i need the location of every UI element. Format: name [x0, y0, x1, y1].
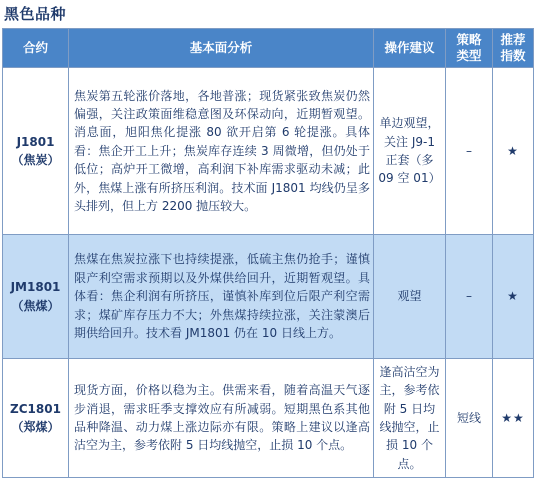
header-strategy-type [446, 29, 493, 68]
rating-stars: ★ [493, 235, 534, 359]
contract-code: JM1801 [10, 280, 61, 295]
strategy-cell: – [446, 235, 493, 359]
rating-stars: ★★ [493, 359, 534, 478]
header-rating-line1: 推荐 [500, 32, 526, 47]
table-row [3, 235, 534, 359]
table-row [3, 359, 534, 478]
header-contract: 合约 [3, 29, 69, 68]
advice-cell: 逢高沽空为主，参考依附 5 日均线抛空，止损 10 个点。 [374, 359, 446, 478]
contract-code: ZC1801 [10, 401, 61, 416]
contract-name: （焦煤） [11, 298, 60, 313]
contract-name: （焦炭） [11, 153, 60, 167]
header-rating-line2: 指数 [500, 48, 526, 63]
strategy-cell: – [446, 68, 493, 235]
strategy-table [2, 28, 534, 478]
advice-cell: 观望 [374, 235, 446, 359]
header-analysis: 基本面分析 [69, 29, 374, 68]
table-header-row [3, 29, 534, 68]
contract-cell [3, 68, 69, 235]
contract-cell [3, 359, 69, 478]
header-strategy-line1: 策略 [456, 32, 482, 47]
analysis-cell: 焦炭第五轮涨价落地，各地普涨；现货紧张致焦炭仍然偏强，关注政策面维稳意图及环保动向，近期暂观望。消息面，旭阳焦化提涨 80 欲开启第 6 轮提涨。具体看：焦企开工上升；焦炭库存连续 3 周微增，但仍处于低位；高炉开工微增，高利润下补库需求驱动未减；此外，焦煤上涨有所挤压利润。技术面 J1801 均线仍呈多头排列，但上方 2200 抛压较大。 [69, 68, 374, 235]
advice-cell: 单边观望，关注 J9-1 正套（多 09 空 01） [374, 68, 446, 235]
strategy-cell: 短线 [446, 359, 493, 478]
contract-cell [3, 235, 69, 359]
rating-stars: ★ [493, 68, 534, 235]
header-strategy-line2: 类型 [456, 48, 482, 63]
contract-name: （郑煤） [11, 420, 60, 434]
analysis-cell: 焦煤在焦炭拉涨下也持续提涨，低硫主焦仍抢手；谨慎限产利空需求预期以及外煤供给回升，近期暂观望。具体看：焦企利润有所挤压，谨慎补库到位后限产利空需求；煤矿库存压力不大；外焦煤持续拉涨，关注蒙澳后期供给回升。技术看 JM1801 仍在 10 日线上方。 [69, 235, 374, 359]
header-advice: 操作建议 [374, 29, 446, 68]
header-rating [493, 29, 534, 68]
contract-code: J1801 [16, 134, 55, 149]
analysis-cell: 现货方面，价格以稳为主。供需来看，随着高温天气逐步消退，需求旺季支撑效应有所减弱。短期黑色系其他品种降温、动力煤上涨边际亦有限。策略上建议以逢高沽空为主，参考依附 5 日均线抛空，止损 10 个点。 [69, 359, 374, 478]
section-title: 黑色品种 [4, 5, 67, 23]
table-row [3, 68, 534, 235]
